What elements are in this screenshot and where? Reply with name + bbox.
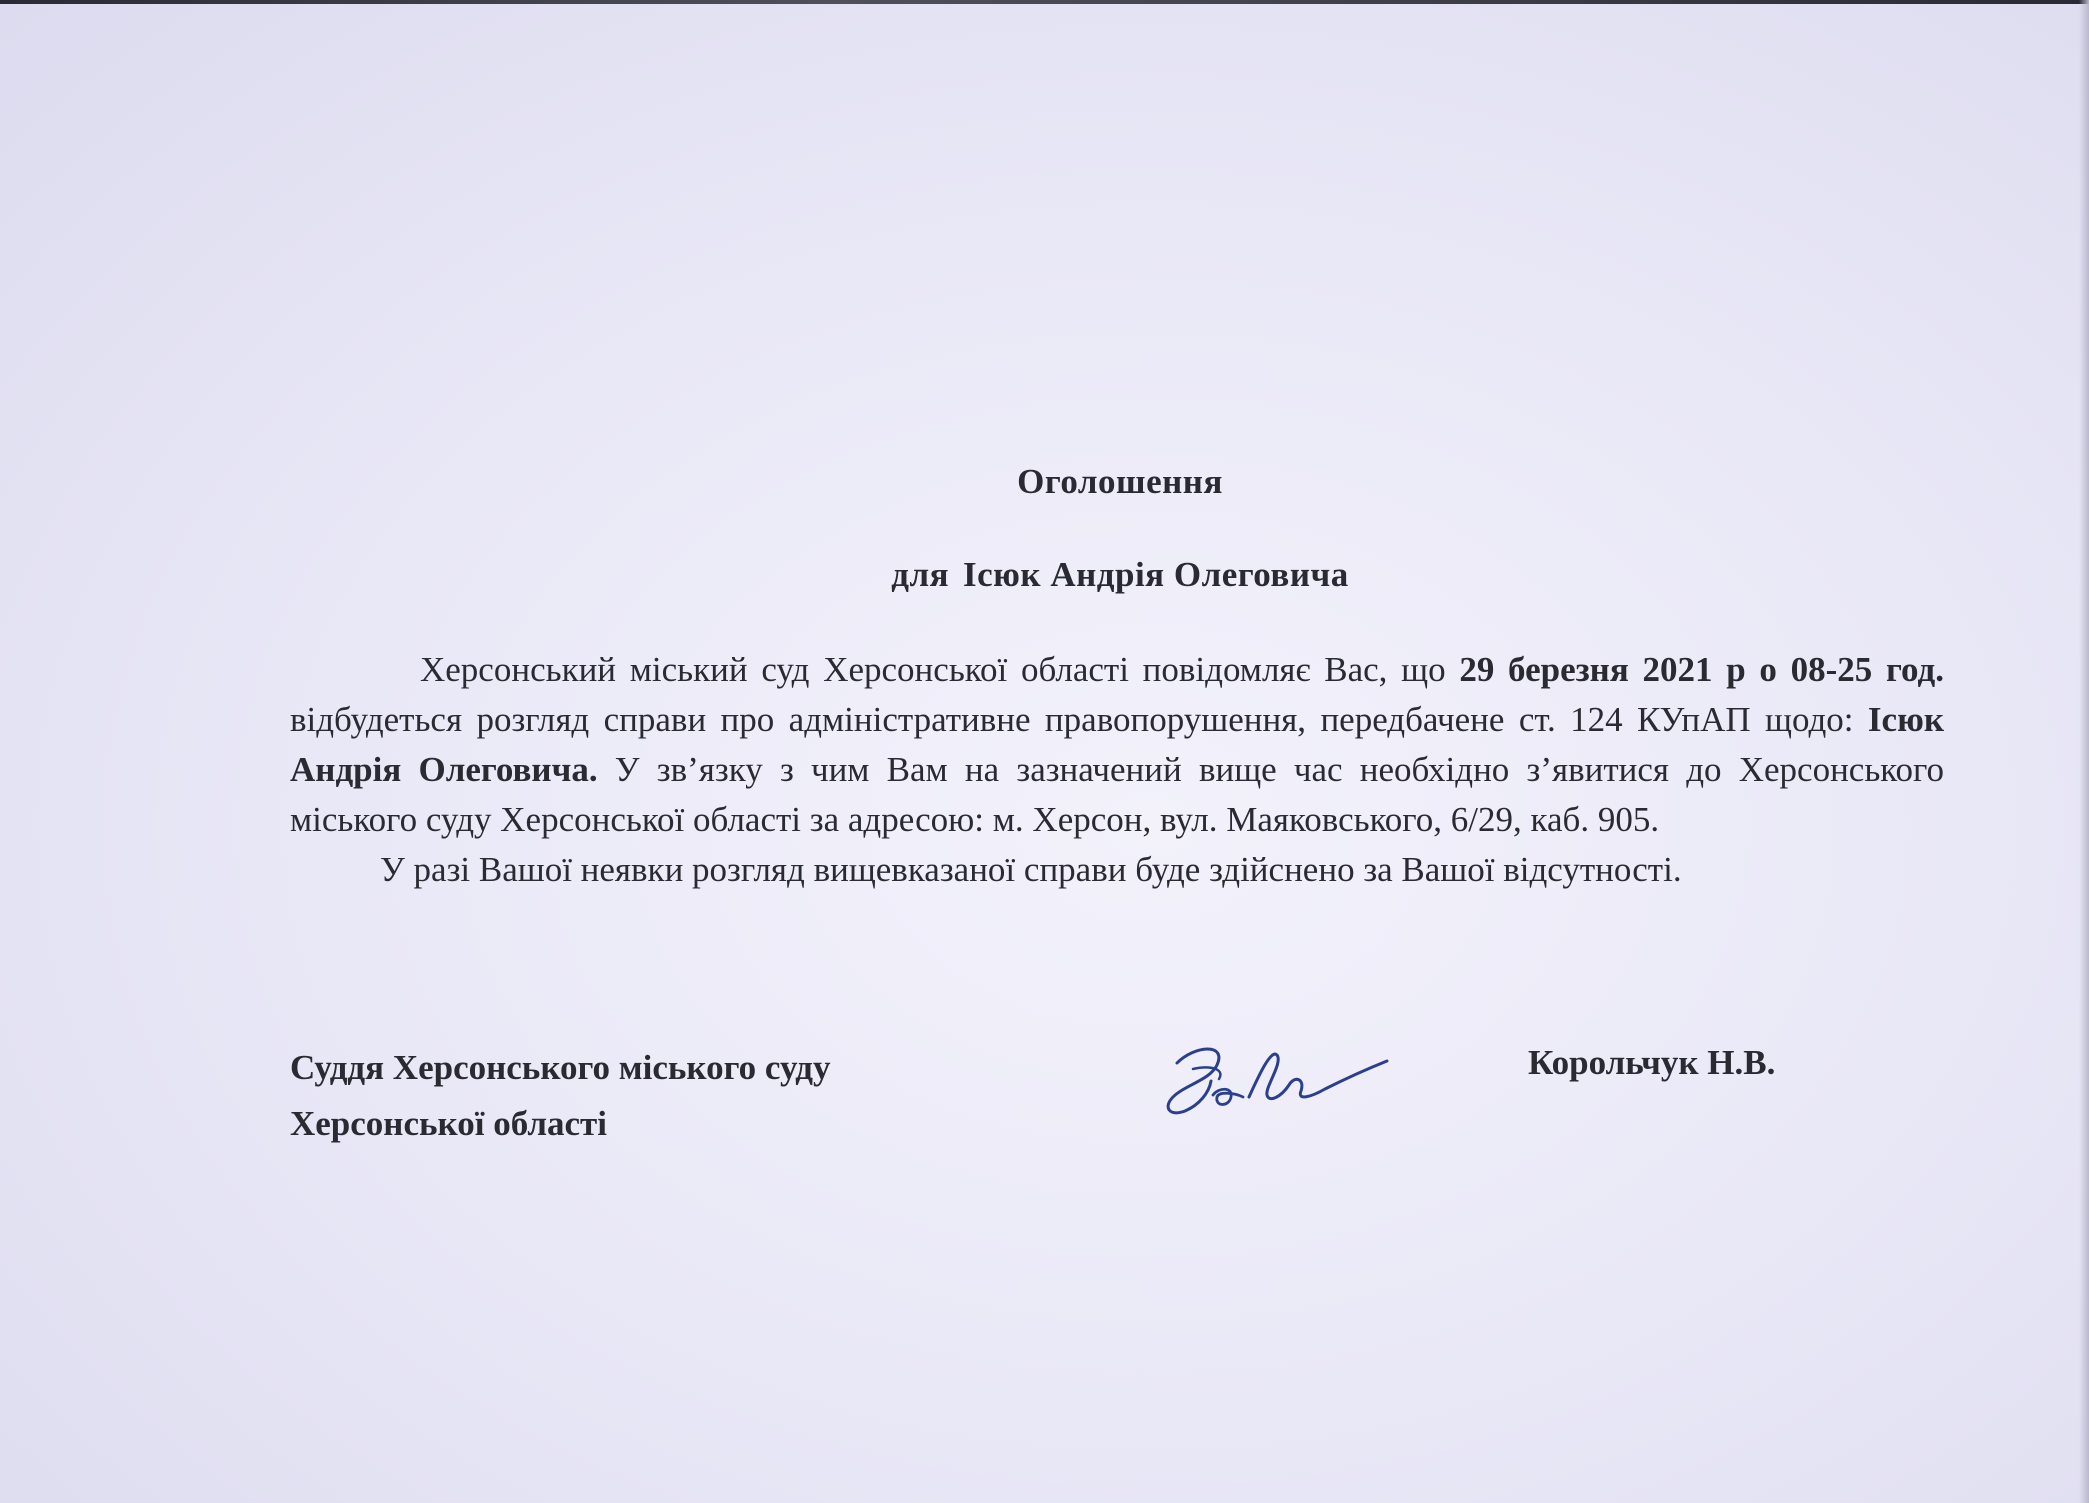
hearing-date: 29 березня 2021 р о 08-25 год. xyxy=(1459,650,1944,689)
notice-paragraph-2: У разі Вашої неявки розгляд вищевказаної справи буде здійснено за Вашої відсутності. xyxy=(380,850,1682,889)
judge-title-line-2: Херсонської області xyxy=(290,1104,607,1143)
notice-body xyxy=(290,645,1944,895)
judge-title-line-1: Суддя Херсонського міського суду xyxy=(290,1048,831,1087)
notice-paragraph-1 xyxy=(290,645,1944,845)
notice-text-1: Херсонський міський суд Херсонської області повідомляє Вас, що xyxy=(420,650,1460,689)
document-title: Оголошення xyxy=(1017,462,1223,501)
recipient-name: Ісюк Андрія Олеговича xyxy=(963,555,1349,594)
notice-text-2: відбудеться розгляд справи про адміністративне правопорушення, передбачене ст. 124 КУпАП щодо: xyxy=(290,700,1868,739)
recipient-prefix: для xyxy=(891,555,950,594)
handwritten-signature xyxy=(1155,1035,1395,1125)
page-right-edge xyxy=(2079,0,2089,1503)
judge-name: Корольчук Н.В. xyxy=(1528,1043,1776,1082)
notice-text-3: У зв’язку з чим Вам на зазначений вище час необхідно з’явитися до Херсонського міського суду Херсонської області за адресою: м. Херсон, вул. Маяковського, 6/29, каб. 905. xyxy=(290,750,1945,839)
page-top-edge xyxy=(0,0,2089,4)
defendant-name: Ісюк Андрія Олеговича. xyxy=(290,700,1944,789)
judge-title xyxy=(290,1040,830,1152)
recipient-line xyxy=(0,555,2089,595)
